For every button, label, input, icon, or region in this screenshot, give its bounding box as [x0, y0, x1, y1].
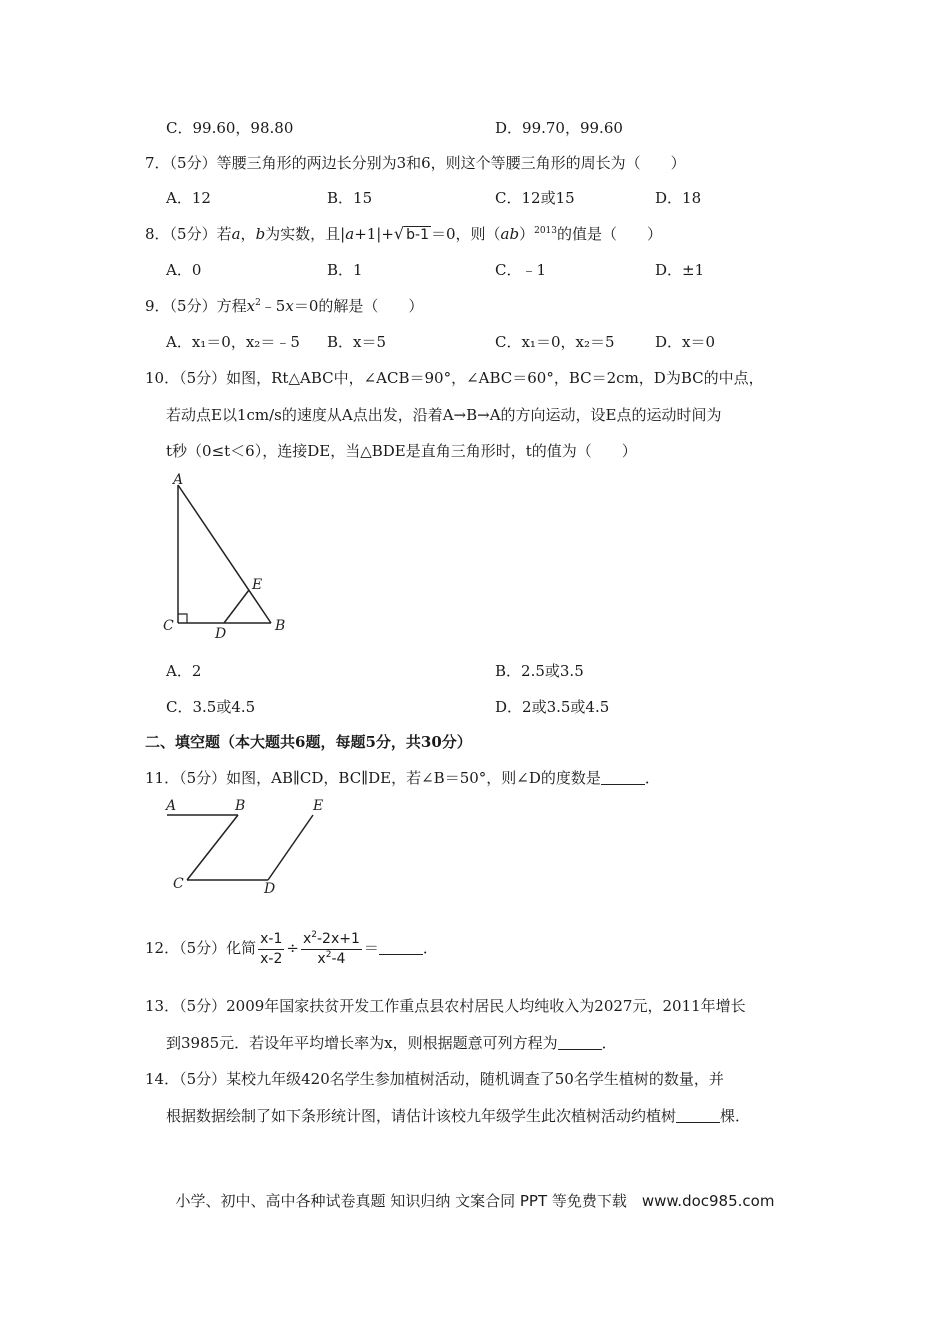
q9-option-c: C．x₁＝0，x₂＝5: [495, 333, 615, 351]
q10-option-b: B．2.5或3.5: [495, 662, 584, 680]
q10-option-d: D．2或3.5或4.5: [495, 698, 610, 716]
q10-line1: 10．（5分）如图，Rt△ABC中，∠ACB＝90°，∠ABC＝60°，BC＝2cm，D为BC的中点，: [145, 369, 764, 387]
q10-line2: 若动点E以1cm/s的速度从A点出发，沿着A→B→A的方向运动，设E点的运动时间为: [166, 406, 722, 424]
segment-de: [224, 590, 249, 623]
q6-option-c: C．99.60，98.80: [166, 119, 294, 137]
q13-line2-part: 到3985元．若设年平均增长率为x，则根据题意可列方程为: [166, 1034, 558, 1052]
q9-var: x: [246, 297, 256, 315]
fraction-denominator: [315, 950, 347, 969]
q8-option-d: D．±1: [655, 261, 705, 279]
q8-stem-part: 为实数，且|: [265, 225, 346, 243]
label-b: B: [235, 798, 246, 814]
right-angle-mark: [178, 614, 187, 623]
q8-var-b: b: [255, 225, 266, 243]
q9-stem-part: 9．（5分）方程: [145, 297, 247, 315]
label-c: C: [163, 618, 174, 634]
q10-triangle-figure: [155, 468, 305, 643]
answer-blank: [379, 940, 423, 955]
q8-sqrt-content: b-1: [406, 227, 429, 243]
q8-stem-part: 的值是（ ）: [557, 225, 663, 243]
den-var: x: [317, 950, 326, 967]
q11-stem: [145, 768, 660, 788]
q12-stem: [145, 925, 438, 971]
page-footer: 小学、初中、高中各种试卷真题 知识归纳 文案合同 PPT 等免费下载 www.doc985.com: [175, 1192, 775, 1210]
q14-line2: [166, 1106, 750, 1126]
q8-option-b: B．1: [327, 261, 363, 279]
label-c: C: [173, 876, 184, 892]
q8-var-a: a: [231, 225, 241, 243]
sqrt-sign-icon: √: [393, 224, 405, 243]
q9-option-d: D．x＝0: [655, 333, 716, 351]
q9-option-b: B．x＝5: [327, 333, 387, 351]
q9-stem-part: ＝0的解是（ ）: [293, 297, 424, 315]
den-rest: -4: [331, 950, 346, 967]
segment-de: [268, 815, 313, 880]
q8-separator: ，: [240, 225, 256, 243]
q13-line1: 13．（5分）2009年国家扶贫开发工作重点县农村居民人均纯收入为2027元，2011年增长: [145, 997, 746, 1015]
segment-bc: [187, 815, 238, 880]
den-exponent: 2: [325, 949, 332, 960]
answer-blank: [558, 1035, 602, 1050]
q7-stem: 7．（5分）等腰三角形的两边长分别为3和6，则这个等腰三角形的周长为（ ）: [145, 154, 686, 172]
label-e: E: [252, 577, 263, 593]
q8-stem-part: 8．（5分）若: [145, 225, 232, 243]
answer-blank: [676, 1108, 720, 1123]
q8-stem-part: +1|+: [354, 225, 394, 243]
q12-equals: ＝: [363, 939, 379, 957]
fraction-numerator: x-1: [258, 930, 284, 950]
q9-stem: [145, 296, 423, 316]
q7-option-b: B．15: [327, 189, 373, 207]
q11-parallel-figure: [160, 793, 335, 898]
label-e: E: [313, 798, 324, 814]
fraction-numerator: [301, 930, 362, 950]
side-ab: [178, 485, 271, 623]
q8-option-a: A．0: [166, 261, 202, 279]
q12-division-sign: ÷: [286, 939, 299, 957]
q8-ab: ab: [500, 225, 520, 243]
q12-fraction-1: [258, 930, 284, 969]
q9-option-a: A．x₁＝0，x₂＝﹣5: [166, 333, 300, 351]
q9-exponent: 2: [255, 298, 261, 308]
answer-blank: [601, 770, 645, 785]
q13-line2-part: ．: [601, 1034, 617, 1052]
q14-line2-part: 棵．: [720, 1107, 751, 1125]
num-var: x: [302, 930, 312, 947]
q8-exponent: 2013: [534, 226, 557, 236]
label-d: D: [215, 626, 227, 642]
q10-option-a: A．2: [166, 662, 202, 680]
q8-stem-part: ＝0，则（: [430, 225, 501, 243]
q14-line2-part: 根据数据绘制了如下条形统计图，请估计该校九年级学生此次植树活动约植树: [166, 1107, 677, 1125]
q7-option-a: A．12: [166, 189, 211, 207]
q12-stem-part: ．: [422, 939, 438, 957]
q9-var: x: [285, 297, 294, 315]
label-b: B: [275, 618, 286, 634]
q8-option-c: C．﹣1: [495, 261, 547, 279]
fraction-denominator: x-2: [260, 950, 283, 967]
label-d: D: [264, 881, 276, 897]
q11-stem-part: 11．（5分）如图，AB∥CD，BC∥DE，若∠B＝50°，则∠D的度数是: [145, 769, 601, 787]
q8-stem-part: ）: [519, 225, 535, 243]
q12-fraction-2: [301, 930, 362, 969]
q13-line2: [166, 1033, 617, 1053]
num-rest: -2x+1: [317, 930, 360, 947]
label-a: A: [166, 798, 177, 814]
q12-stem-part: 12．（5分）化简: [145, 939, 257, 957]
section-2-title: 二、填空题（本大题共6题，每题5分，共30分）: [145, 733, 472, 751]
q6-option-d: D．99.70，99.60: [495, 119, 623, 137]
num-exponent: 2: [311, 929, 317, 940]
label-a: A: [173, 472, 184, 488]
q7-option-d: D．18: [655, 189, 702, 207]
q7-option-c: C．12或15: [495, 189, 575, 207]
q9-stem-part: ﹣5: [260, 297, 286, 315]
q14-line1: 14．（5分）某校九年级420名学生参加植树活动，随机调查了50名学生植树的数量，并: [145, 1070, 724, 1088]
q10-line3: t秒（0≤t＜6），连接DE，当△BDE是直角三角形时，t的值为（ ）: [166, 442, 637, 460]
q8-stem: [145, 224, 662, 244]
q10-option-c: C．3.5或4.5: [166, 698, 256, 716]
q11-stem-part: ．: [644, 769, 660, 787]
q8-abs-var: a: [345, 225, 355, 243]
